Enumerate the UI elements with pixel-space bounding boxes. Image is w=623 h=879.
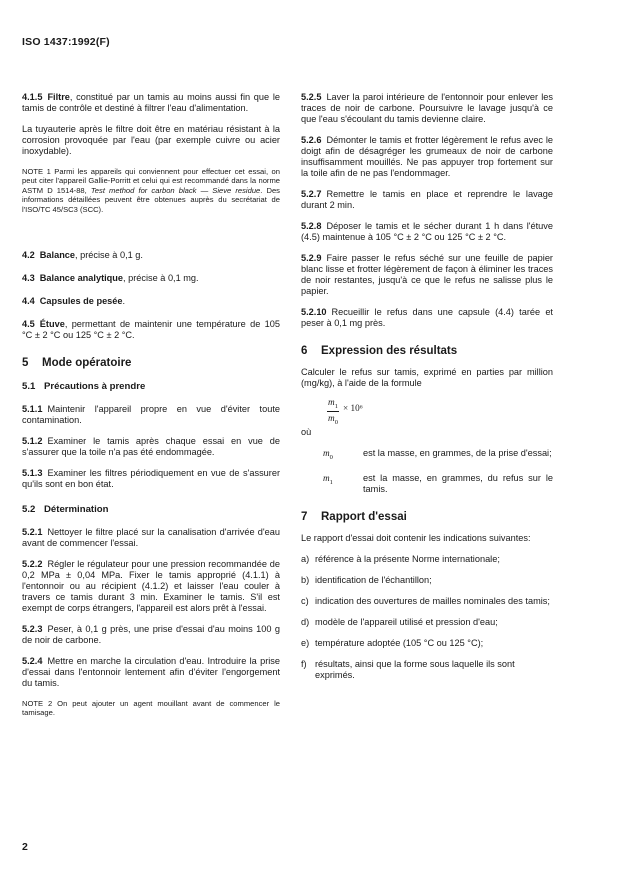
clause-5-2-10: 5.2.10 Recueillir le refus dans une capsule (4.4) tarée et peser à 0,1 mg près. [301,307,553,328]
clause-5-2-1: 5.2.1 Nettoyer le filtre placé sur la canalisation d'arrivée d'eau avant de commencer l'essai. [22,527,280,549]
section-5-1-heading: 5.1 Précautions à prendre [22,381,146,393]
list-item: c) indication des ouvertures de mailles nominales des tamis; [301,595,550,606]
list-item: b) identification de l'échantillon; [301,574,432,585]
clause-5-2-3: 5.2.3 Peser, à 0,1 g près, une prise d'essai d'au moins 100 g de noir de carbone. [22,624,280,646]
clause-5-2-6: 5.2.6 Démonter le tamis et frotter légèrement le refus avec le doigt afin de désagréger les grumeaux de noir de carbone insuffisamment mouillés. Ne pas appuyer trop fortement sur la toile afin de ne pas l'endommager. [301,135,553,178]
formula-multiplier: × 10⁶ [343,403,363,413]
clause-5-2-2: 5.2.2 Régler le régulateur pour une pression recommandée de 0,2 MPa ± 0,04 MPa. Fixer le tamis approprié (4.1.1) à l'entonnoir ou au récipient (4.1.2) et laisser l'eau couler à travers ce tamis durant 3 min. Examiner le tamis. S'il est exempt de corps étrangers, l'appareil est alors prêt à l'essai. [22,559,280,614]
formula-numerator: $m_1$ [328,397,338,410]
list-item: a) référence à la présente Norme internationale; [301,553,500,564]
definition-m0: $m_0$ est la masse, en grammes, de la prise d'essai; [301,448,553,463]
section-7-intro: Le rapport d'essai doit contenir les indications suivantes: [301,532,531,543]
running-header: ISO 1437:1992(F) [22,36,110,48]
right-column [301,92,553,681]
symbol-m1: $m_1$ [323,472,333,486]
section-6-intro: Calculer le refus sur tamis, exprimé en parties par million (mg/kg), à l'aide de la formule [301,367,553,388]
symbol-m0: $m_0$ [323,448,333,461]
note-2: NOTE 2 On peut ajouter un agent mouillant avant de commencer le tamisage. [22,699,280,718]
clause-4-2: 4.2 Balance, précise à 0,1 g. [22,250,143,261]
formula-fraction [327,397,339,426]
clause-4-4: 4.4 Capsules de pesée. [22,296,126,307]
where-label: où [301,427,312,437]
note-1: NOTE 1 Parmi les appareils qui conviennent pour effectuer cet essai, on peut citer l'appareil Gallie-Porritt et celui qui est recommandé dans la norme ASTM D 1514-88, Test method for carbon black — Sieve residue. Des informations détaillées peuvent être obtenues auprès du secrétariat de l'ISO/TC 45/SC3 (SCC). [22,167,280,214]
list-item: d) modèle de l'appareil utilisé et pression d'eau; [301,616,498,627]
section-5-2-heading: 5.2 Détermination [22,504,109,516]
clause-5-1-1: 5.1.1 Maintenir l'appareil propre en vue d'éviter toute contamination. [22,404,280,426]
clause-5-2-4: 5.2.4 Mettre en marche la circulation d'eau. Introduire la prise d'essai dans l'entonnoir lentement afin d'éviter l'engorgement du tamis. [22,656,280,689]
clause-5-1-3: 5.1.3 Examiner les filtres périodiquement en vue de s'assurer qu'ils sont en bon état. [22,468,280,490]
clause-5-2-7: 5.2.7 Remettre le tamis en place et reprendre le lavage durant 2 min. [301,189,553,210]
formula-denominator: $m_0$ [328,412,338,426]
clause-5-2-8: 5.2.8 Déposer le tamis et le sécher durant 1 h dans l'étuve (4.5) maintenue à 105 °C ± 2 °C ou 125 °C ± 2 °C. [301,221,553,242]
clause-5-2-9: 5.2.9 Faire passer le refus séché sur une feuille de papier blanc lisse et frotter légèrement de façon à éliminer les traces de noir restantes, jusqu'à ce que le refus ne salisse plus le papier. [301,253,553,296]
report-items [301,554,553,681]
result-formula [301,395,553,426]
section-5-heading: 5 Mode opératoire [22,357,132,370]
left-column [22,92,280,718]
clause-4-5: 4.5 Étuve, permettant de maintenir une température de 105 °C ± 2 °C ou 125 °C ± 2 °C. [22,319,280,341]
clause-4-1-5: 4.1.5 Filtre, constitué par un tamis au moins aussi fin que le tamis de contrôle et destiné à filtrer l'eau d'alimentation. [22,92,280,113]
section-6-heading: 6 Expression des résultats [301,345,458,357]
clause-5-1-2: 5.1.2 Examiner le tamis après chaque essai en vue de s'assurer que la toile n'a pas été endommagée. [22,436,280,458]
section-7-heading: 7 Rapport d'essai [301,510,407,523]
list-item: f) résultats, ainsi que la forme sous laquelle ils sont exprimés. [301,658,515,680]
clause-4-3: 4.3 Balance analytique, précise à 0,1 mg. [22,273,199,284]
piping-paragraph: La tuyauterie après le filtre doit être en matériau résistant à la corrosion provoquée par l'eau (par exemple cuivre ou acier inoxydable). [22,124,280,156]
page-number: 2 [22,841,28,853]
clause-5-2-5: 5.2.5 Laver la paroi intérieure de l'entonnoir pour enlever les traces de noir de carbone. Poursuivre le lavage jusqu'à ce que l'eau s'écoulant du tamis devienne claire. [301,92,553,124]
list-item: e) température adoptée (105 °C ou 125 °C); [301,637,484,648]
definition-m1: $m_1$ est la masse, en grammes, du refus sur le tamis. [301,473,553,495]
